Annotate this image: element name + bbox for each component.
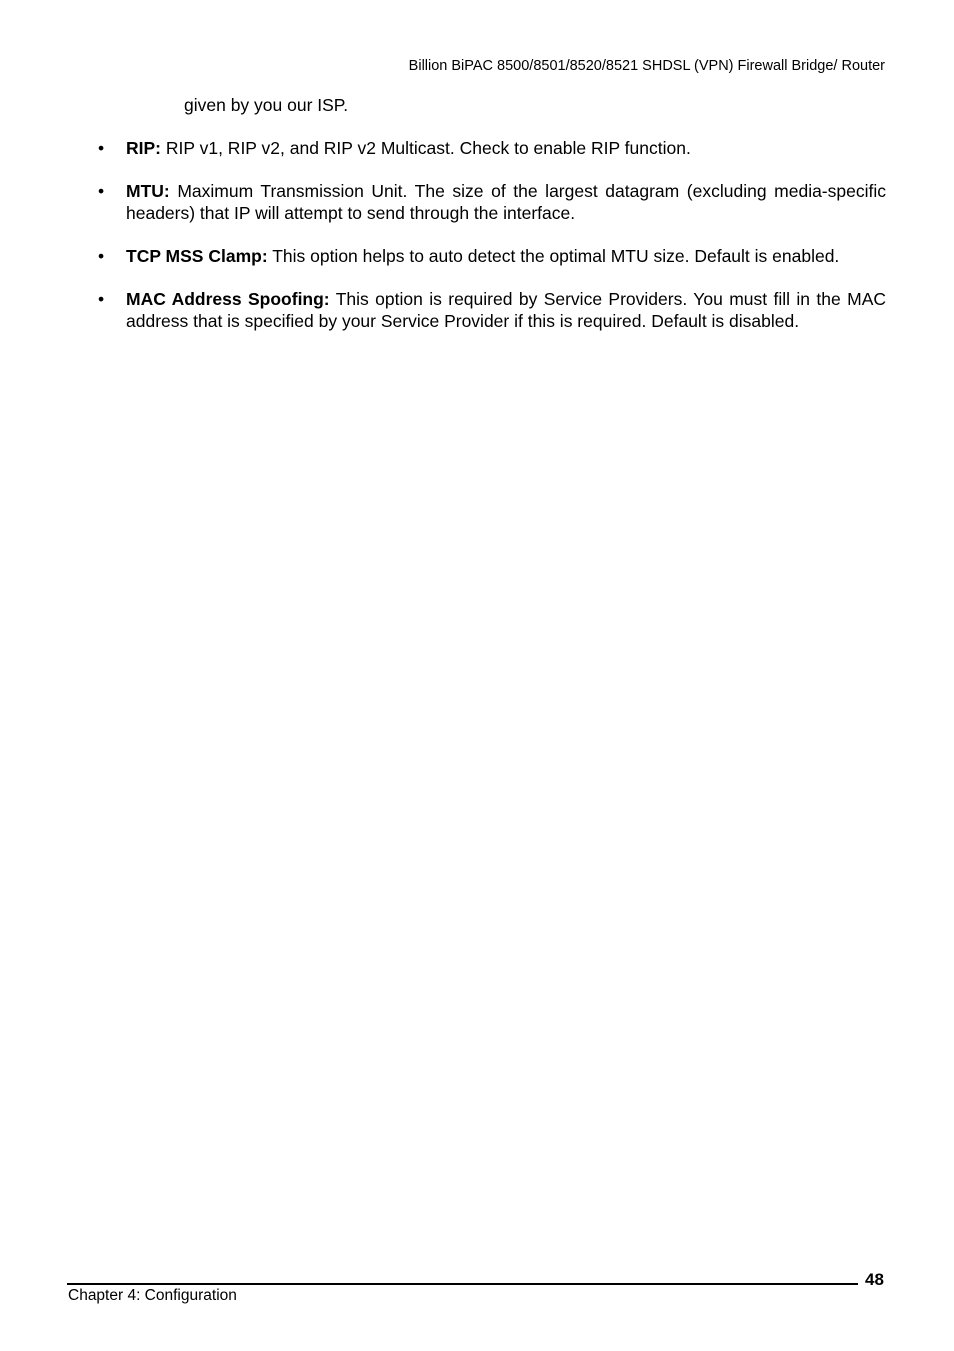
bullet-term: RIP: — [126, 138, 161, 158]
bullet-item-tcp-mss-clamp — [98, 245, 886, 267]
bullet-icon: • — [98, 181, 105, 201]
bullet-term: MTU: — [126, 181, 170, 201]
page-number: 48 — [865, 1270, 884, 1289]
bullet-list — [98, 137, 886, 353]
bullet-text: RIP v1, RIP v2, and RIP v2 Multicast. Check to enable RIP function. — [165, 138, 691, 158]
footer-divider — [67, 1283, 858, 1285]
bullet-text: Maximum Transmission Unit. The size of the largest datagram (excluding media-specific headers) that IP will attempt to send through the interface. — [126, 181, 886, 223]
bullet-text: This option helps to auto detect the optimal MTU size. Default is enabled. — [272, 246, 840, 266]
bullet-icon: • — [98, 289, 105, 309]
bullet-item-rip — [98, 137, 886, 159]
bullet-text: This option is required by Service Providers. You must fill in the MAC address that is specified by your Service Provider if this is required. Default is disabled. — [126, 289, 887, 331]
bullet-term: TCP MSS Clamp: — [126, 246, 268, 266]
bullet-icon: • — [98, 246, 105, 266]
running-header: Billion BiPAC 8500/8501/8520/8521 SHDSL (VPN) Firewall Bridge/ Router — [408, 58, 885, 74]
bullet-icon: • — [98, 138, 105, 158]
continuation-text: given by you our ISP. — [184, 95, 349, 115]
bullet-term: MAC Address Spoofing: — [126, 289, 330, 309]
bullet-item-mac-address-spoofing — [98, 288, 886, 332]
chapter-label: Chapter 4: Configuration — [68, 1287, 237, 1304]
bullet-item-mtu — [98, 180, 886, 224]
